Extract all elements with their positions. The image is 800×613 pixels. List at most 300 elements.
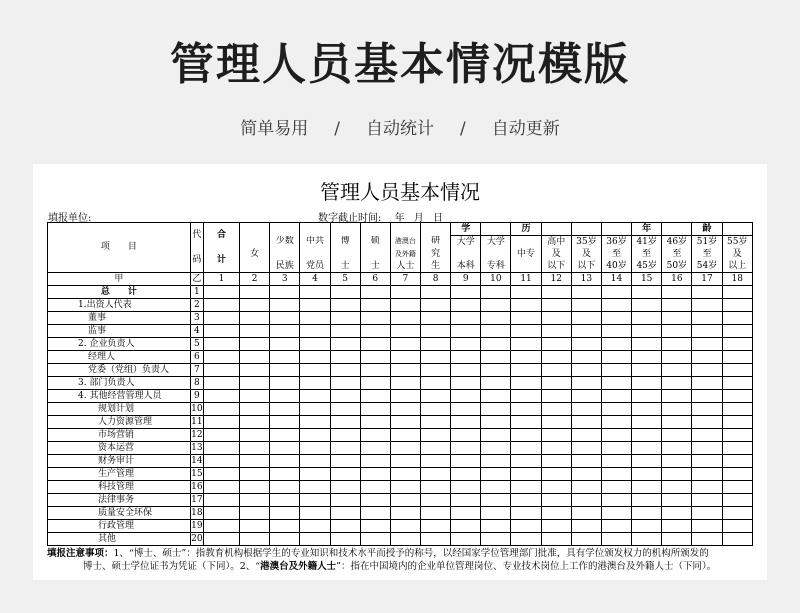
data-cell[interactable] [692,481,722,494]
data-cell[interactable] [662,442,692,455]
data-cell[interactable] [390,520,420,533]
data-cell[interactable] [662,533,692,546]
data-cell[interactable] [662,325,692,338]
data-cell[interactable] [632,507,662,520]
data-cell[interactable] [330,351,360,364]
data-cell[interactable] [330,390,360,403]
data-cell[interactable] [360,338,390,351]
data-cell[interactable] [571,455,601,468]
data-cell[interactable] [360,299,390,312]
data-cell[interactable] [632,481,662,494]
data-cell[interactable] [632,286,662,299]
data-cell[interactable] [722,533,752,546]
data-cell[interactable] [330,442,360,455]
data-cell[interactable] [451,299,481,312]
data-cell[interactable] [511,351,541,364]
data-cell[interactable] [240,494,270,507]
data-cell[interactable] [692,312,722,325]
data-cell[interactable] [203,325,239,338]
data-cell[interactable] [390,286,420,299]
data-cell[interactable] [632,429,662,442]
data-cell[interactable] [511,286,541,299]
data-cell[interactable] [451,507,481,520]
data-cell[interactable] [360,455,390,468]
data-cell[interactable] [571,286,601,299]
data-cell[interactable] [541,390,571,403]
data-cell[interactable] [421,520,451,533]
data-cell[interactable] [203,286,239,299]
data-cell[interactable] [481,312,511,325]
data-cell[interactable] [541,312,571,325]
data-cell[interactable] [632,533,662,546]
data-cell[interactable] [203,442,239,455]
data-cell[interactable] [300,468,330,481]
data-cell[interactable] [662,429,692,442]
data-cell[interactable] [270,442,300,455]
data-cell[interactable] [451,520,481,533]
data-cell[interactable] [203,416,239,429]
data-cell[interactable] [571,325,601,338]
data-cell[interactable] [451,312,481,325]
data-cell[interactable] [300,299,330,312]
data-cell[interactable] [390,351,420,364]
data-cell[interactable] [203,351,239,364]
data-cell[interactable] [541,455,571,468]
data-cell[interactable] [511,455,541,468]
data-cell[interactable] [203,299,239,312]
data-cell[interactable] [722,442,752,455]
data-cell[interactable] [300,507,330,520]
data-cell[interactable] [571,429,601,442]
data-cell[interactable] [203,455,239,468]
data-cell[interactable] [270,390,300,403]
data-cell[interactable] [203,494,239,507]
data-cell[interactable] [601,325,631,338]
data-cell[interactable] [203,312,239,325]
data-cell[interactable] [692,416,722,429]
data-cell[interactable] [662,507,692,520]
data-cell[interactable] [722,468,752,481]
data-cell[interactable] [300,312,330,325]
data-cell[interactable] [360,286,390,299]
data-cell[interactable] [330,468,360,481]
data-cell[interactable] [601,442,631,455]
data-cell[interactable] [632,299,662,312]
data-cell[interactable] [451,533,481,546]
data-cell[interactable] [692,299,722,312]
data-cell[interactable] [360,390,390,403]
data-cell[interactable] [360,429,390,442]
data-cell[interactable] [240,286,270,299]
data-cell[interactable] [571,494,601,507]
data-cell[interactable] [240,338,270,351]
data-cell[interactable] [330,403,360,416]
data-cell[interactable] [511,325,541,338]
data-cell[interactable] [601,455,631,468]
data-cell[interactable] [601,468,631,481]
data-cell[interactable] [692,455,722,468]
data-cell[interactable] [270,416,300,429]
data-cell[interactable] [203,468,239,481]
data-cell[interactable] [601,286,631,299]
data-cell[interactable] [511,507,541,520]
data-cell[interactable] [240,299,270,312]
data-cell[interactable] [330,286,360,299]
data-cell[interactable] [360,325,390,338]
data-cell[interactable] [360,507,390,520]
data-cell[interactable] [481,299,511,312]
data-cell[interactable] [240,416,270,429]
data-cell[interactable] [360,416,390,429]
data-cell[interactable] [451,481,481,494]
data-cell[interactable] [300,442,330,455]
data-cell[interactable] [360,351,390,364]
data-cell[interactable] [451,468,481,481]
data-cell[interactable] [390,494,420,507]
data-cell[interactable] [390,507,420,520]
data-cell[interactable] [541,481,571,494]
data-cell[interactable] [203,507,239,520]
data-cell[interactable] [692,468,722,481]
data-cell[interactable] [421,338,451,351]
data-cell[interactable] [722,351,752,364]
data-cell[interactable] [421,507,451,520]
data-cell[interactable] [541,403,571,416]
data-cell[interactable] [421,312,451,325]
data-cell[interactable] [571,533,601,546]
data-cell[interactable] [722,507,752,520]
data-cell[interactable] [541,299,571,312]
data-cell[interactable] [300,403,330,416]
data-cell[interactable] [360,377,390,390]
data-cell[interactable] [270,507,300,520]
data-cell[interactable] [601,507,631,520]
data-cell[interactable] [240,455,270,468]
data-cell[interactable] [270,286,300,299]
data-cell[interactable] [692,507,722,520]
data-cell[interactable] [270,299,300,312]
data-cell[interactable] [203,390,239,403]
data-cell[interactable] [481,286,511,299]
data-cell[interactable] [390,325,420,338]
data-cell[interactable] [481,494,511,507]
data-cell[interactable] [270,468,300,481]
data-cell[interactable] [270,429,300,442]
data-cell[interactable] [601,520,631,533]
data-cell[interactable] [511,429,541,442]
data-cell[interactable] [662,416,692,429]
data-cell[interactable] [240,351,270,364]
data-cell[interactable] [451,442,481,455]
data-cell[interactable] [421,533,451,546]
data-cell[interactable] [511,442,541,455]
data-cell[interactable] [300,338,330,351]
data-cell[interactable] [390,299,420,312]
data-cell[interactable] [240,403,270,416]
data-cell[interactable] [722,299,752,312]
data-cell[interactable] [662,286,692,299]
data-cell[interactable] [481,429,511,442]
data-cell[interactable] [662,468,692,481]
data-cell[interactable] [203,533,239,546]
data-cell[interactable] [722,377,752,390]
data-cell[interactable] [662,403,692,416]
data-cell[interactable] [632,520,662,533]
data-cell[interactable] [330,364,360,377]
data-cell[interactable] [722,403,752,416]
data-cell[interactable] [541,507,571,520]
data-cell[interactable] [481,442,511,455]
data-cell[interactable] [481,507,511,520]
data-cell[interactable] [571,468,601,481]
data-cell[interactable] [662,338,692,351]
data-cell[interactable] [601,351,631,364]
data-cell[interactable] [541,429,571,442]
data-cell[interactable] [270,377,300,390]
data-cell[interactable] [421,481,451,494]
data-cell[interactable] [692,325,722,338]
data-cell[interactable] [571,299,601,312]
data-cell[interactable] [451,455,481,468]
data-cell[interactable] [481,468,511,481]
data-cell[interactable] [203,403,239,416]
data-cell[interactable] [421,364,451,377]
data-cell[interactable] [541,494,571,507]
data-cell[interactable] [421,286,451,299]
data-cell[interactable] [571,312,601,325]
data-cell[interactable] [601,312,631,325]
data-cell[interactable] [632,338,662,351]
data-cell[interactable] [571,351,601,364]
data-cell[interactable] [571,338,601,351]
data-cell[interactable] [722,494,752,507]
data-cell[interactable] [360,468,390,481]
data-cell[interactable] [300,416,330,429]
data-cell[interactable] [330,533,360,546]
data-cell[interactable] [632,455,662,468]
data-cell[interactable] [270,312,300,325]
data-cell[interactable] [390,442,420,455]
data-cell[interactable] [330,338,360,351]
data-cell[interactable] [722,338,752,351]
data-cell[interactable] [270,533,300,546]
data-cell[interactable] [722,286,752,299]
data-cell[interactable] [300,520,330,533]
data-cell[interactable] [270,338,300,351]
data-cell[interactable] [541,533,571,546]
data-cell[interactable] [270,481,300,494]
data-cell[interactable] [481,481,511,494]
data-cell[interactable] [451,494,481,507]
data-cell[interactable] [451,338,481,351]
data-cell[interactable] [601,338,631,351]
data-cell[interactable] [692,377,722,390]
data-cell[interactable] [300,325,330,338]
data-cell[interactable] [511,299,541,312]
data-cell[interactable] [662,377,692,390]
data-cell[interactable] [722,455,752,468]
data-cell[interactable] [270,455,300,468]
data-cell[interactable] [511,377,541,390]
data-cell[interactable] [360,520,390,533]
data-cell[interactable] [692,390,722,403]
data-cell[interactable] [270,494,300,507]
data-cell[interactable] [662,494,692,507]
data-cell[interactable] [240,468,270,481]
data-cell[interactable] [481,403,511,416]
data-cell[interactable] [390,416,420,429]
data-cell[interactable] [662,390,692,403]
data-cell[interactable] [390,377,420,390]
data-cell[interactable] [541,416,571,429]
data-cell[interactable] [632,468,662,481]
data-cell[interactable] [330,377,360,390]
data-cell[interactable] [421,403,451,416]
data-cell[interactable] [360,312,390,325]
data-cell[interactable] [541,286,571,299]
data-cell[interactable] [300,429,330,442]
data-cell[interactable] [511,416,541,429]
data-cell[interactable] [300,455,330,468]
data-cell[interactable] [330,481,360,494]
data-cell[interactable] [270,403,300,416]
data-cell[interactable] [421,468,451,481]
data-cell[interactable] [601,429,631,442]
data-cell[interactable] [601,364,631,377]
data-cell[interactable] [300,351,330,364]
data-cell[interactable] [722,416,752,429]
data-cell[interactable] [330,520,360,533]
data-cell[interactable] [662,520,692,533]
data-cell[interactable] [240,377,270,390]
data-cell[interactable] [421,377,451,390]
data-cell[interactable] [632,494,662,507]
data-cell[interactable] [390,468,420,481]
data-cell[interactable] [571,364,601,377]
data-cell[interactable] [692,533,722,546]
data-cell[interactable] [300,481,330,494]
data-cell[interactable] [330,325,360,338]
data-cell[interactable] [601,377,631,390]
data-cell[interactable] [481,416,511,429]
data-cell[interactable] [203,481,239,494]
data-cell[interactable] [571,481,601,494]
data-cell[interactable] [511,533,541,546]
data-cell[interactable] [300,533,330,546]
data-cell[interactable] [330,455,360,468]
data-cell[interactable] [571,390,601,403]
data-cell[interactable] [390,533,420,546]
data-cell[interactable] [360,364,390,377]
data-cell[interactable] [662,481,692,494]
data-cell[interactable] [330,507,360,520]
data-cell[interactable] [722,429,752,442]
data-cell[interactable] [451,429,481,442]
data-cell[interactable] [330,429,360,442]
data-cell[interactable] [662,364,692,377]
data-cell[interactable] [632,351,662,364]
data-cell[interactable] [203,338,239,351]
data-cell[interactable] [451,351,481,364]
data-cell[interactable] [390,364,420,377]
data-cell[interactable] [692,494,722,507]
data-cell[interactable] [601,481,631,494]
data-cell[interactable] [390,455,420,468]
data-cell[interactable] [541,351,571,364]
data-cell[interactable] [240,533,270,546]
data-cell[interactable] [390,390,420,403]
data-cell[interactable] [421,494,451,507]
data-cell[interactable] [601,403,631,416]
data-cell[interactable] [632,364,662,377]
data-cell[interactable] [632,377,662,390]
data-cell[interactable] [240,507,270,520]
data-cell[interactable] [511,494,541,507]
data-cell[interactable] [421,390,451,403]
data-cell[interactable] [240,429,270,442]
data-cell[interactable] [692,351,722,364]
data-cell[interactable] [390,403,420,416]
data-cell[interactable] [692,429,722,442]
data-cell[interactable] [632,312,662,325]
data-cell[interactable] [632,442,662,455]
data-cell[interactable] [421,442,451,455]
data-cell[interactable] [722,520,752,533]
data-cell[interactable] [240,481,270,494]
data-cell[interactable] [330,494,360,507]
data-cell[interactable] [360,481,390,494]
data-cell[interactable] [632,325,662,338]
data-cell[interactable] [421,325,451,338]
data-cell[interactable] [451,403,481,416]
data-cell[interactable] [300,377,330,390]
data-cell[interactable] [692,442,722,455]
data-cell[interactable] [541,468,571,481]
data-cell[interactable] [722,325,752,338]
data-cell[interactable] [203,429,239,442]
data-cell[interactable] [451,416,481,429]
data-cell[interactable] [300,494,330,507]
data-cell[interactable] [390,481,420,494]
data-cell[interactable] [571,442,601,455]
data-cell[interactable] [330,299,360,312]
data-cell[interactable] [270,520,300,533]
data-cell[interactable] [390,338,420,351]
data-cell[interactable] [722,390,752,403]
data-cell[interactable] [571,403,601,416]
data-cell[interactable] [481,338,511,351]
data-cell[interactable] [451,325,481,338]
data-cell[interactable] [511,468,541,481]
data-cell[interactable] [541,442,571,455]
data-cell[interactable] [451,390,481,403]
data-cell[interactable] [240,364,270,377]
data-cell[interactable] [451,377,481,390]
data-cell[interactable] [300,364,330,377]
data-cell[interactable] [421,351,451,364]
data-cell[interactable] [270,325,300,338]
data-cell[interactable] [662,299,692,312]
data-cell[interactable] [571,377,601,390]
data-cell[interactable] [481,351,511,364]
data-cell[interactable] [722,312,752,325]
data-cell[interactable] [300,390,330,403]
data-cell[interactable] [601,533,631,546]
data-cell[interactable] [692,364,722,377]
data-cell[interactable] [662,351,692,364]
data-cell[interactable] [481,390,511,403]
data-cell[interactable] [632,416,662,429]
